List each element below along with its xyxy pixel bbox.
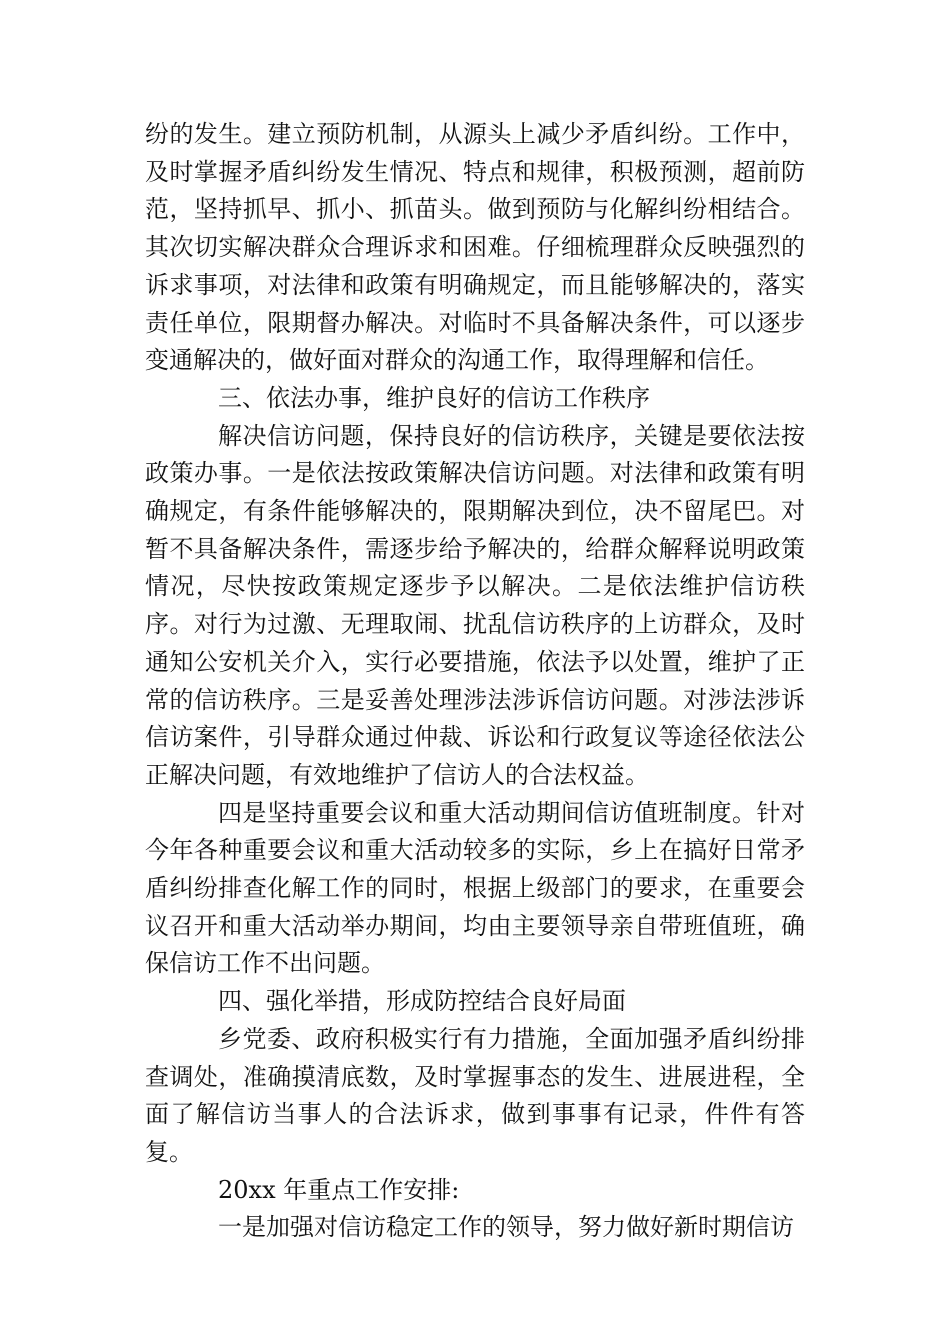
paragraph-plan-heading: 20xx 年重点工作安排: <box>218 1175 460 1204</box>
paragraph-duty-system: 四是坚持重要会议和重大活动期间信访值班制度。针对今年各种重要会议和重大活动较多的实际，乡上在搞好日常矛盾纠纷排查化解工作的同时，根据上级部门的要求，在重要会议召开和重大活动举办期间，均由主要领导亲自带班值班，确保信访工作不出问题。 <box>145 798 805 978</box>
document-body <box>145 116 805 1247</box>
paragraph-lawful-handling: 解决信访问题，保持良好的信访秩序，关键是要依法按政策办事。一是依法按政策解决信访问题。对法律和政策有明确规定，有条件能够解决的，限期解决到位，决不留尾巴。对暂不具备解决条件，需逐步给予解决的，给群众解释说明政策情况，尽快按政策规定逐步予以解决。二是依法维护信访秩序。对行为过激、无理取闹、扰乱信访秩序的上访群众，及时通知公安机关介入，实行必要措施，依法予以处置，维护了正常的信访秩序。三是妥善处理涉法涉诉信访问题。对涉法涉诉信访案件，引导群众通过仲裁、诉讼和行政复议等途径依法公正解决问题，有效地维护了信访人的合法权益。 <box>145 421 805 789</box>
section-heading-four: 四、强化举措，形成防控结合良好局面 <box>218 987 626 1016</box>
section-heading-three: 三、依法办事，维护良好的信访工作秩序 <box>218 383 650 412</box>
paragraph-plan-item-one: 一是加强对信访稳定工作的领导，努力做好新时期信访 <box>218 1213 794 1242</box>
paragraph-measures: 乡党委、政府积极实行有力措施，全面加强矛盾纠纷排查调处，准确摸清底数，及时掌握事态的发生、进展进程，全面了解信访当事人的合法诉求，做到事事有记录，件件有答复。 <box>145 1024 805 1166</box>
paragraph-prevention: 纷的发生。建立预防机制，从源头上减少矛盾纠纷。工作中，及时掌握矛盾纠纷发生情况、特点和规律，积极预测，超前防范，坚持抓早、抓小、抓苗头。做到预防与化解纠纷相结合。其次切实解决群众合理诉求和困难。仔细梳理群众反映强烈的诉求事项，对法律和政策有明确规定，而且能够解决的，落实责任单位，限期督办解决。对临时不具备解决条件，可以逐步变通解决的，做好面对群众的沟通工作，取得理解和信任。 <box>145 120 805 375</box>
